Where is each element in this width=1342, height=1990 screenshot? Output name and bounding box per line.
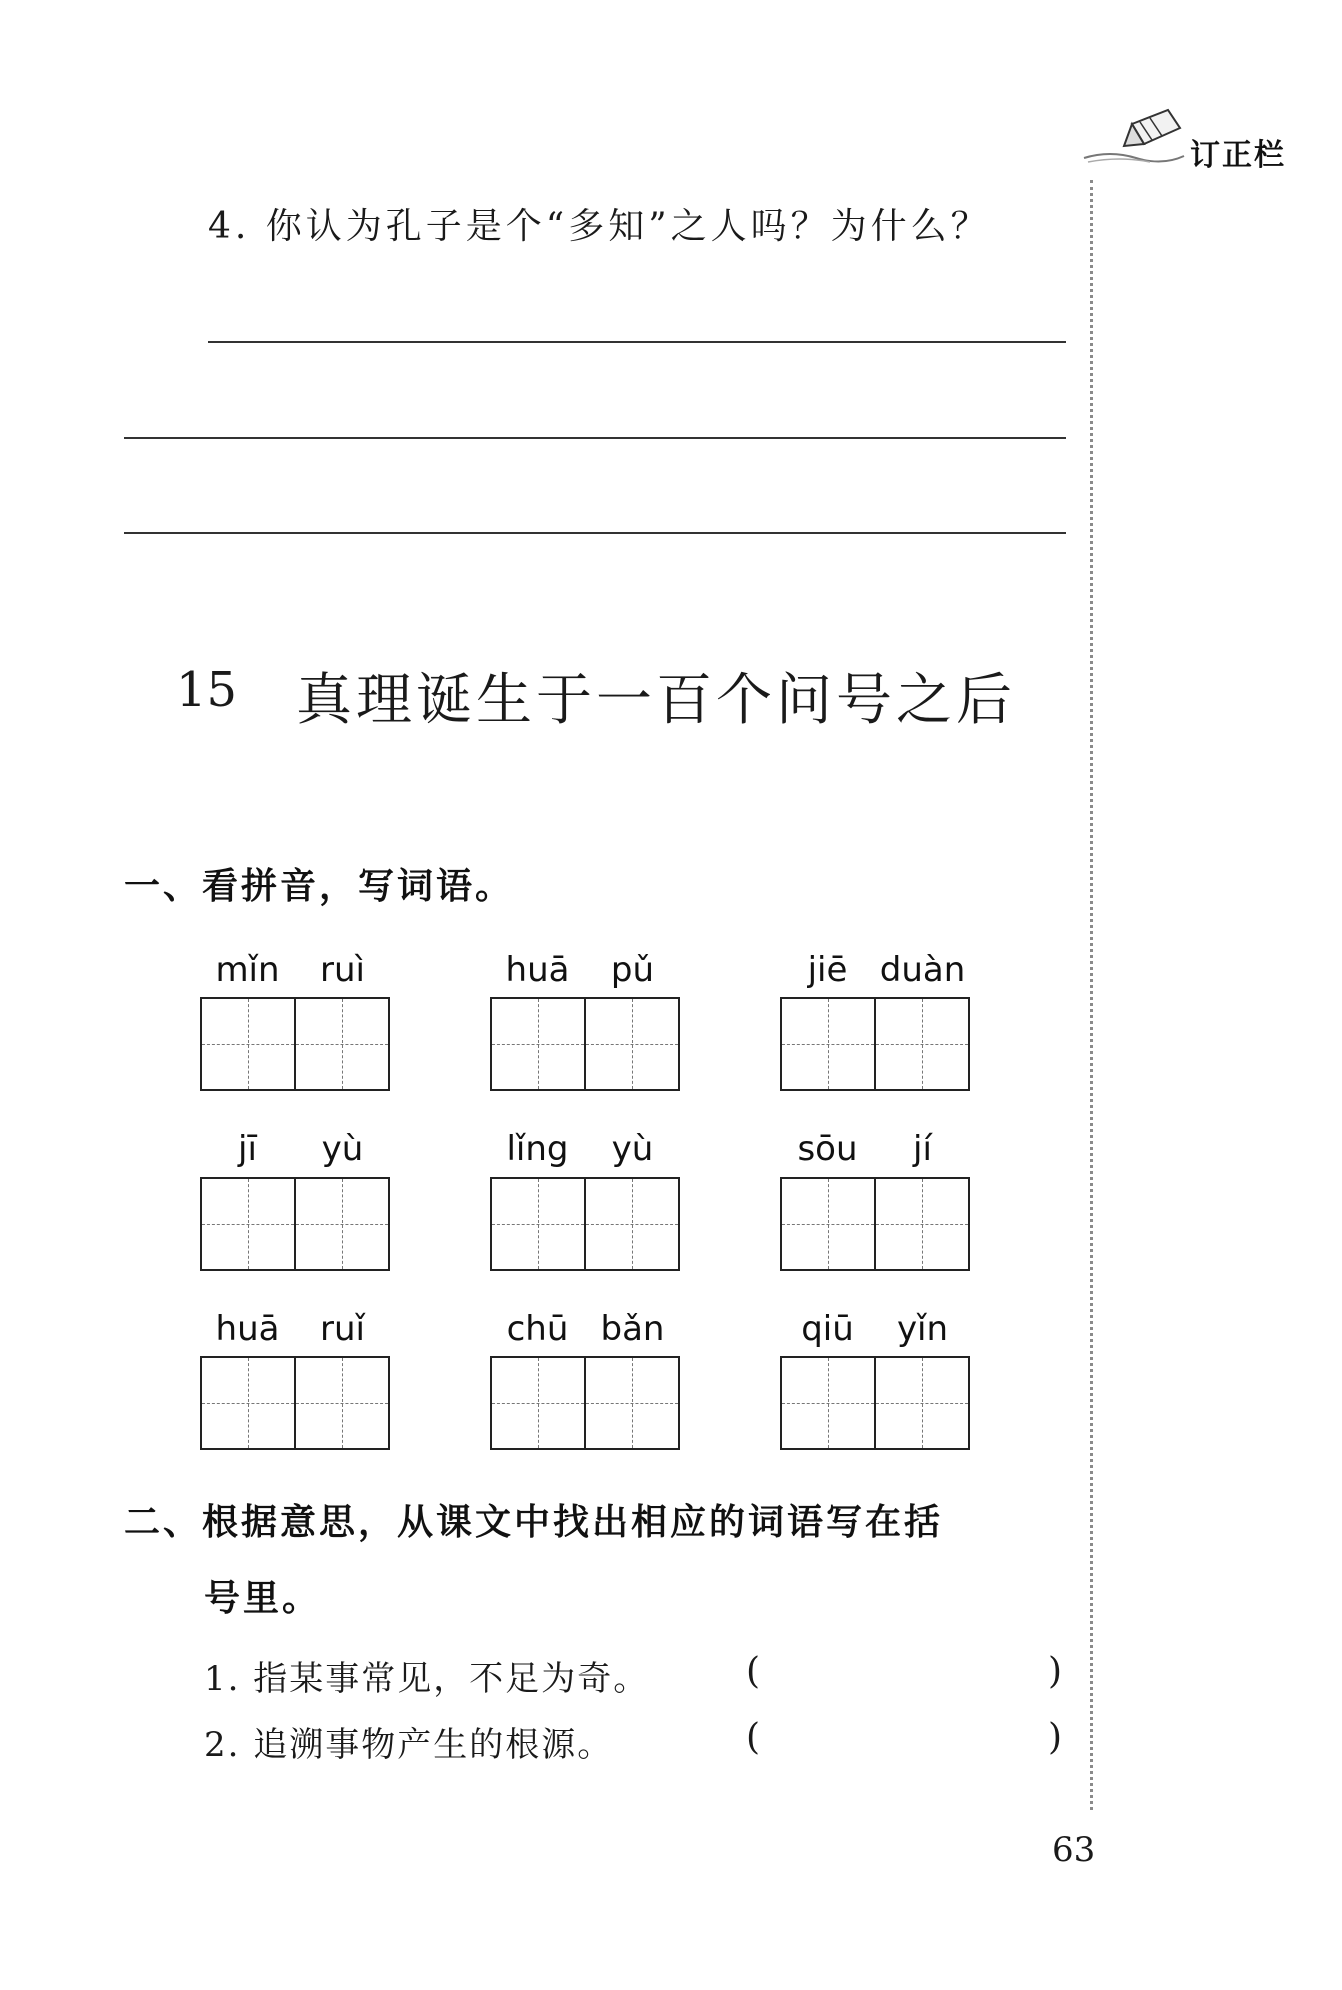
pinyin-syllable: ruì [320, 950, 365, 990]
answer-paren-open: ( [746, 1717, 761, 1758]
pinyin-syllable: qiū [801, 1309, 854, 1349]
writing-cell[interactable] [492, 1179, 584, 1269]
pinyin-syllable: jí [913, 1129, 932, 1169]
pinyin-syllable: lǐng [506, 1129, 569, 1169]
section-2-heading: 二、根据意思，从课文中找出相应的词语写在括 [124, 1502, 944, 1543]
writing-grid[interactable] [200, 1177, 390, 1271]
correction-column-label: 订正栏 [1190, 138, 1286, 173]
section-2-heading-continued: 号里。 [204, 1578, 322, 1619]
page-number: 63 [1052, 1830, 1096, 1870]
writing-grid[interactable] [780, 1356, 970, 1450]
pinyin-syllable: sōu [797, 1129, 858, 1169]
pinyin-syllable: mǐn [215, 950, 280, 990]
pinyin-syllable: bǎn [600, 1309, 665, 1349]
writing-cell[interactable] [202, 1179, 294, 1269]
definition-item-1: 1. 指某事常见，不足为奇。 [204, 1659, 650, 1699]
lesson-title: 真理诞生于一百个问号之后 [296, 668, 1016, 733]
writing-cell[interactable] [874, 1358, 968, 1448]
pinyin-syllable: jī [238, 1129, 257, 1169]
pinyin-syllable: pǔ [610, 950, 655, 990]
pinyin-syllable: jiē [807, 950, 848, 990]
writing-cell[interactable] [874, 1179, 968, 1269]
writing-grid[interactable] [490, 1177, 680, 1271]
pinyin-syllable: yǐn [896, 1309, 949, 1349]
writing-grid[interactable] [200, 997, 390, 1091]
pinyin-syllable: huā [215, 1309, 280, 1349]
pinyin-syllable: huā [505, 950, 570, 990]
writing-cell[interactable] [584, 999, 678, 1089]
writing-grid[interactable] [490, 997, 680, 1091]
writing-grid[interactable] [780, 997, 970, 1091]
pinyin-syllable: duàn [879, 950, 966, 990]
writing-cell[interactable] [492, 999, 584, 1089]
answer-line-2[interactable] [124, 437, 1066, 439]
answer-paren-open: ( [746, 1651, 761, 1692]
writing-cell[interactable] [874, 999, 968, 1089]
question-4: 4. 你认为孔子是个“多知”之人吗？为什么？ [208, 206, 991, 247]
pencil-icon [1080, 100, 1190, 170]
answer-line-1[interactable] [208, 341, 1066, 343]
writing-grid[interactable] [780, 1177, 970, 1271]
writing-cell[interactable] [584, 1179, 678, 1269]
answer-paren-close: ) [1048, 1717, 1063, 1758]
lesson-number: 15 [176, 662, 238, 718]
pinyin-syllable: chū [506, 1309, 569, 1349]
answer-blank-1[interactable] [776, 1652, 1036, 1692]
writing-cell[interactable] [294, 999, 388, 1089]
writing-grid[interactable] [200, 1356, 390, 1450]
answer-blank-2[interactable] [776, 1718, 1036, 1758]
writing-cell[interactable] [294, 1358, 388, 1448]
writing-cell[interactable] [492, 1358, 584, 1448]
writing-grid[interactable] [490, 1356, 680, 1450]
writing-cell[interactable] [202, 1358, 294, 1448]
pinyin-syllable: ruǐ [320, 1309, 365, 1349]
writing-cell[interactable] [294, 1179, 388, 1269]
writing-cell[interactable] [782, 1358, 874, 1448]
pinyin-syllable: yù [321, 1129, 364, 1169]
writing-cell[interactable] [782, 1179, 874, 1269]
writing-cell[interactable] [782, 999, 874, 1089]
pinyin-syllable: yù [611, 1129, 654, 1169]
correction-column-divider [1090, 180, 1093, 1810]
answer-line-3[interactable] [124, 532, 1066, 534]
answer-paren-close: ) [1048, 1651, 1063, 1692]
definition-item-2: 2. 追溯事物产生的根源。 [204, 1725, 614, 1765]
writing-cell[interactable] [584, 1358, 678, 1448]
writing-cell[interactable] [202, 999, 294, 1089]
correction-column-header [1080, 100, 1320, 173]
section-1-heading: 一、看拼音，写词语。 [124, 866, 515, 907]
